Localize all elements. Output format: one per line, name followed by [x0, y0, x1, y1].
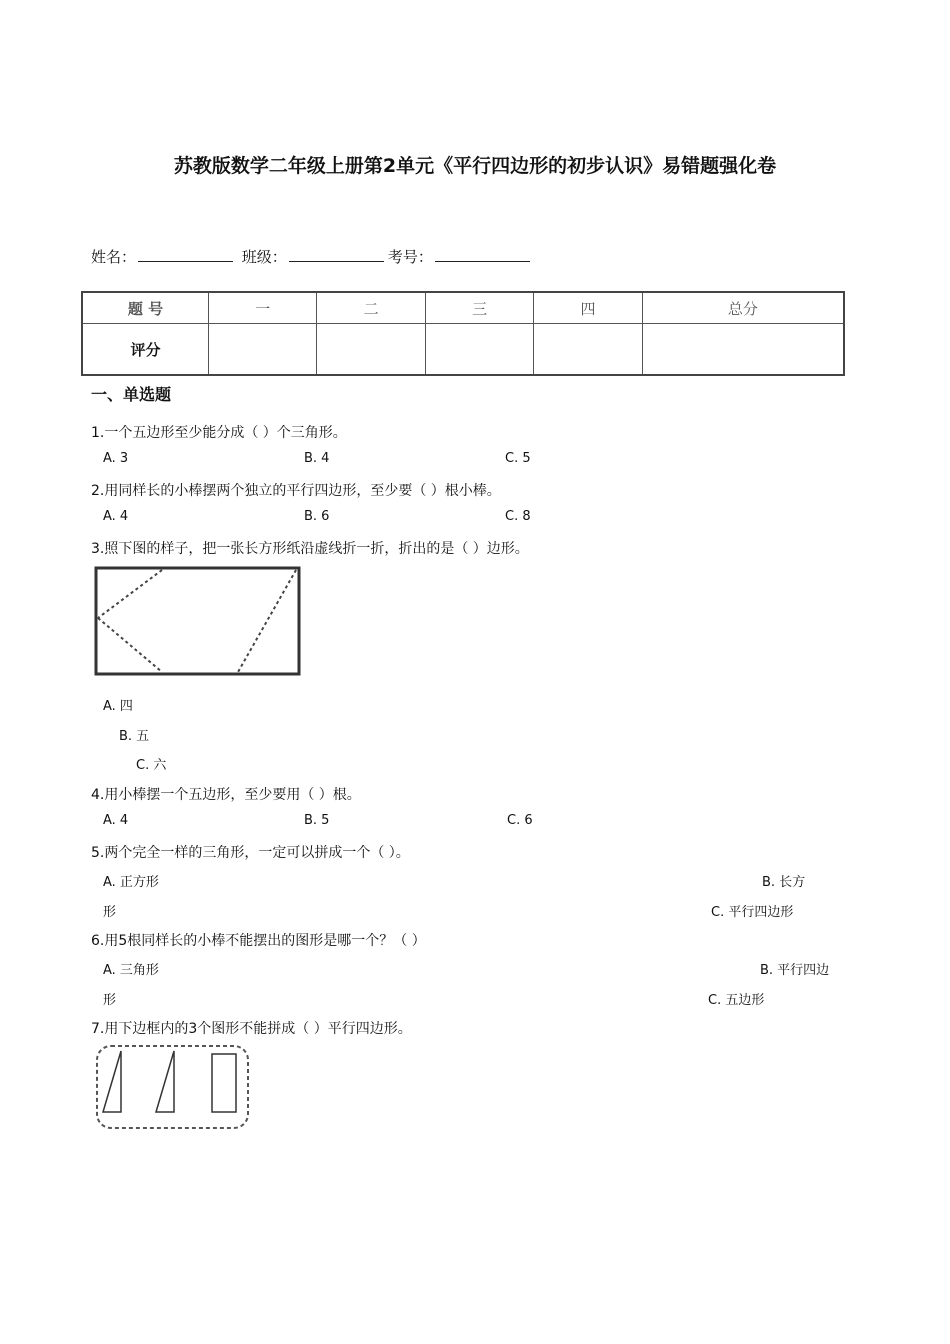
- question-6-option-b-wrap[interactable]: 形: [103, 993, 117, 1008]
- question-5-option-a[interactable]: A. 正方形: [103, 875, 159, 890]
- question-6-option-b[interactable]: B. 平行四边: [760, 963, 830, 978]
- header-cell-total: 总分: [642, 292, 844, 324]
- question-3-option-b[interactable]: B. 五: [119, 729, 150, 744]
- right-triangle-shape-1: [103, 1051, 121, 1112]
- question-1-option-b[interactable]: B. 4: [304, 451, 330, 466]
- question-4-option-b[interactable]: B. 5: [304, 813, 330, 828]
- name-blank[interactable]: [138, 247, 233, 262]
- header-cell-4: 四: [534, 292, 642, 324]
- fold-line-left-top: [98, 570, 162, 618]
- class-blank[interactable]: [289, 247, 384, 262]
- id-label: 考号：: [387, 248, 433, 266]
- question-6-option-c[interactable]: C. 五边形: [708, 993, 765, 1008]
- question-2-option-a[interactable]: A. 4: [103, 509, 129, 524]
- question-4-text: 4.用小棒摆一个五边形，至少要用（ ）根。: [91, 787, 361, 803]
- header-cell-2: 二: [317, 292, 425, 324]
- header-cell-question-number: 题 号: [82, 292, 209, 324]
- fold-line-right: [238, 570, 296, 672]
- question-4-option-a[interactable]: A. 4: [103, 813, 129, 828]
- class-label: 班级：: [241, 248, 287, 266]
- student-info-line: [91, 246, 534, 267]
- question-5-option-b-wrap[interactable]: 形: [103, 905, 117, 920]
- question-3-text: 3.照下图的样子，把一张长方形纸沿虚线折一折，折出的是（ ）边形。: [91, 541, 529, 557]
- score-table-header-row: [82, 292, 844, 324]
- score-table-score-row: [82, 324, 844, 376]
- shapes-box-figure: [94, 1043, 252, 1131]
- question-6-text: 6.用5根同样长的小棒不能摆出的图形是哪一个？（ ）: [91, 933, 426, 949]
- question-1-option-a[interactable]: A. 3: [103, 451, 129, 466]
- header-cell-3: 三: [425, 292, 533, 324]
- name-label: 姓名：: [91, 248, 137, 266]
- rectangle-paper: [96, 568, 299, 674]
- question-2-text: 2.用同样长的小棒摆两个独立的平行四边形，至少要（ ）根小棒。: [91, 483, 501, 499]
- question-3-option-a[interactable]: A. 四: [103, 699, 133, 714]
- page-title: 苏教版数学二年级上册第2单元《平行四边形的初步认识》易错题强化卷: [173, 155, 777, 177]
- question-2-option-b[interactable]: B. 6: [304, 509, 330, 524]
- question-7-text: 7.用下边框内的3个图形不能拼成（ ）平行四边形。: [91, 1021, 412, 1037]
- right-triangle-shape-2: [156, 1051, 174, 1112]
- question-5-text: 5.两个完全一样的三角形，一定可以拼成一个（ ）。: [91, 845, 410, 861]
- question-6-option-a[interactable]: A. 三角形: [103, 963, 159, 978]
- question-5-option-c[interactable]: C. 平行四边形: [711, 905, 794, 920]
- score-cell-4[interactable]: [534, 324, 642, 376]
- folding-rectangle-figure: [92, 564, 304, 678]
- question-2-option-c[interactable]: C. 8: [505, 509, 531, 524]
- score-cell-3[interactable]: [425, 324, 533, 376]
- score-cell-1[interactable]: [209, 324, 317, 376]
- score-cell-total[interactable]: [642, 324, 844, 376]
- question-1-option-c[interactable]: C. 5: [505, 451, 531, 466]
- question-3-option-c[interactable]: C. 六: [136, 758, 167, 773]
- fold-line-left-bottom: [98, 618, 162, 672]
- section-title: 一、单选题: [91, 385, 172, 404]
- question-4-option-c[interactable]: C. 6: [507, 813, 533, 828]
- score-row-label: 评分: [82, 324, 209, 376]
- score-cell-2[interactable]: [317, 324, 425, 376]
- score-table: [81, 291, 845, 376]
- question-1-text: 1.一个五边形至少能分成（ ）个三角形。: [91, 425, 347, 441]
- header-cell-1: 一: [209, 292, 317, 324]
- question-5-option-b[interactable]: B. 长方: [762, 875, 806, 890]
- id-blank[interactable]: [435, 247, 530, 262]
- rectangle-shape: [212, 1054, 236, 1112]
